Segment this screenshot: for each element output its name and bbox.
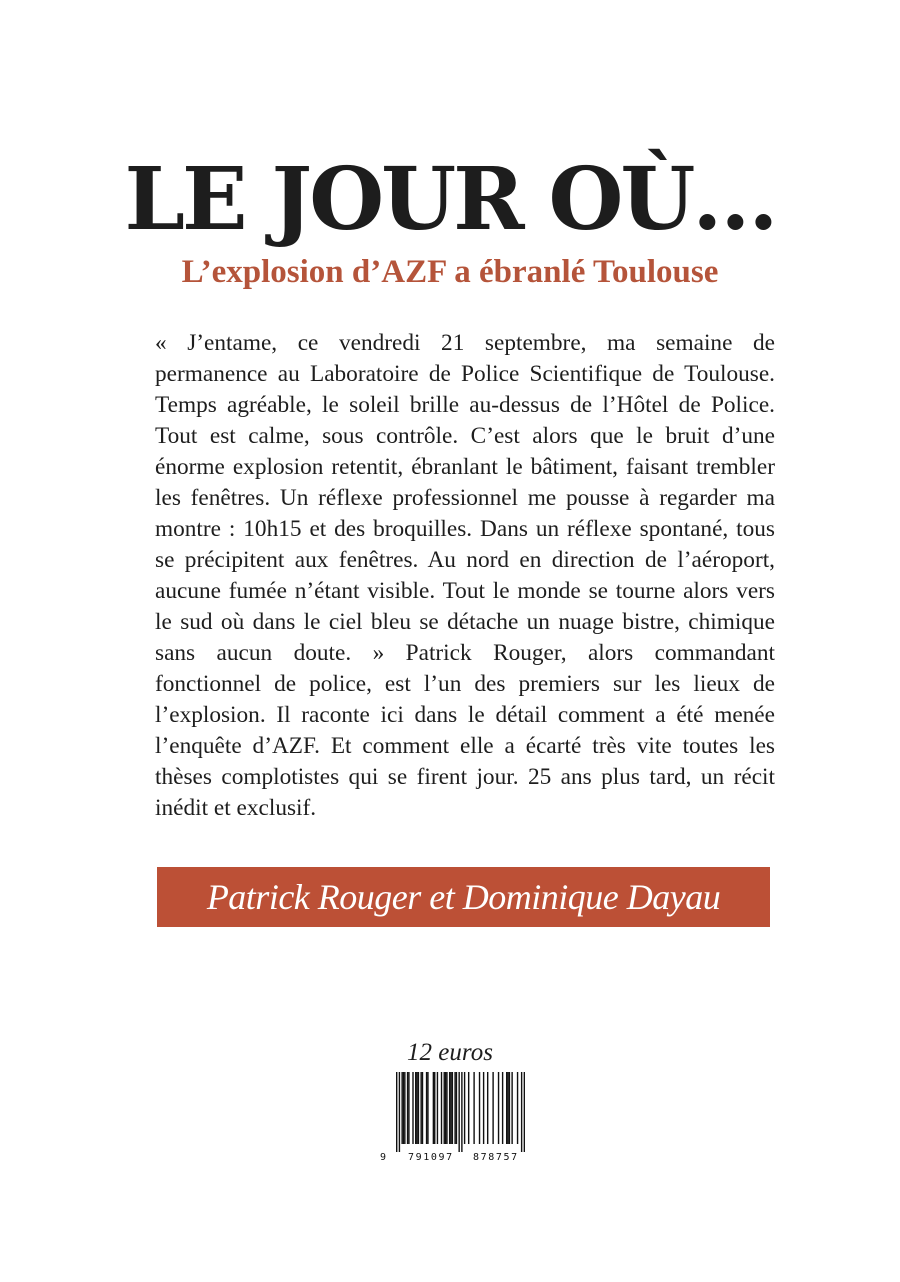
barcode-bar [450,1072,451,1144]
authors-names: Patrick Rouger et Dominique Dayau [206,877,721,917]
isbn-barcode [378,1072,530,1164]
barcode-bar [444,1072,445,1144]
barcode-bar [415,1072,416,1144]
authors-banner [157,867,770,927]
barcode-bar [487,1072,488,1144]
barcode-bar [449,1072,450,1144]
barcode-bar [437,1072,438,1144]
barcode-bar [404,1072,405,1144]
barcode-bar [433,1072,434,1144]
barcode-bar [420,1072,421,1144]
barcode-bar [479,1072,480,1144]
barcode-bar [507,1072,508,1144]
book-subtitle: L’explosion d’AZF a ébranlé Toulouse [181,254,719,290]
barcode-bar [517,1072,518,1144]
barcode-bars-icon [396,1072,525,1152]
barcode-bar [445,1072,446,1144]
barcode-bar [399,1072,400,1152]
barcode-right-digits: 878757 [473,1152,519,1163]
barcode-bar [454,1072,455,1144]
barcode-bar [434,1072,435,1144]
back-cover-blurb: « J’entame, ce vendredi 21 septembre, ma semaine de permanence au Laboratoire de Police Scientifique de Toulouse. Temps agréable, le soleil brille au-dessus de l’Hôtel de Police. Tout est calme, sous contrôle. C’est alors que le bruit d’une énorme explosion retentit, ébranlant le bâtiment, faisant trembler les fenêtres. Un réflexe professionnel me pousse à regarder ma montre : 10h15 et des broquilles. Dans un réflexe spontané, tous se précipitent aux fenêtres. Au nord en direction de l’aéroport, aucune fumée n’étant visible. Tout le monde se tourne alors vers le sud où dans le ciel bleu se détache un nuage bistre, chimique sans aucun doute. » Patrick Rouger, alors commandant fonctionnel de police, est l’un des premiers sur les lieux de l’explosion. Il raconte ici dans le détail comment a été menée l’enquête d’AZF. Et comment elle a écarté très vite toutes les thèses complotistes qui se firent jour. 25 ans plus tard, un récit inédit et exclusif. [155,330,775,821]
barcode-bar [396,1072,397,1152]
barcode-bar [483,1072,484,1144]
barcode-bar [468,1072,469,1144]
barcode-bar [506,1072,507,1144]
barcode-bar [456,1072,457,1144]
barcode-bar [427,1072,428,1144]
barcode-bar [509,1072,510,1144]
barcode-bar [408,1072,409,1144]
barcode-bar [458,1072,459,1152]
barcode-bar [498,1072,499,1144]
barcode-bar [426,1072,427,1144]
barcode-bar [407,1072,408,1144]
barcode-bar [524,1072,525,1152]
barcode-bar [473,1072,474,1144]
barcode-bar [403,1072,404,1144]
barcode-bar [401,1072,402,1144]
barcode-bar [464,1072,465,1144]
barcode-bar [452,1072,453,1144]
barcode-bar [502,1072,503,1144]
barcode-bar [492,1072,493,1144]
barcode-bar [511,1072,512,1144]
barcode-bar [412,1072,413,1144]
price-label: 12 euros [407,1039,493,1066]
barcode-bar [416,1072,417,1144]
barcode-bar [461,1072,462,1152]
barcode-left-digits: 791097 [408,1152,454,1163]
barcode-first-digit: 9 [380,1152,387,1163]
barcode-bar [446,1072,447,1144]
barcode-bar [422,1072,423,1144]
book-title: LE JOUR OÙ… [124,149,776,250]
barcode-bar [441,1072,442,1144]
barcode-bar [418,1072,419,1144]
barcode-bar [521,1072,522,1152]
